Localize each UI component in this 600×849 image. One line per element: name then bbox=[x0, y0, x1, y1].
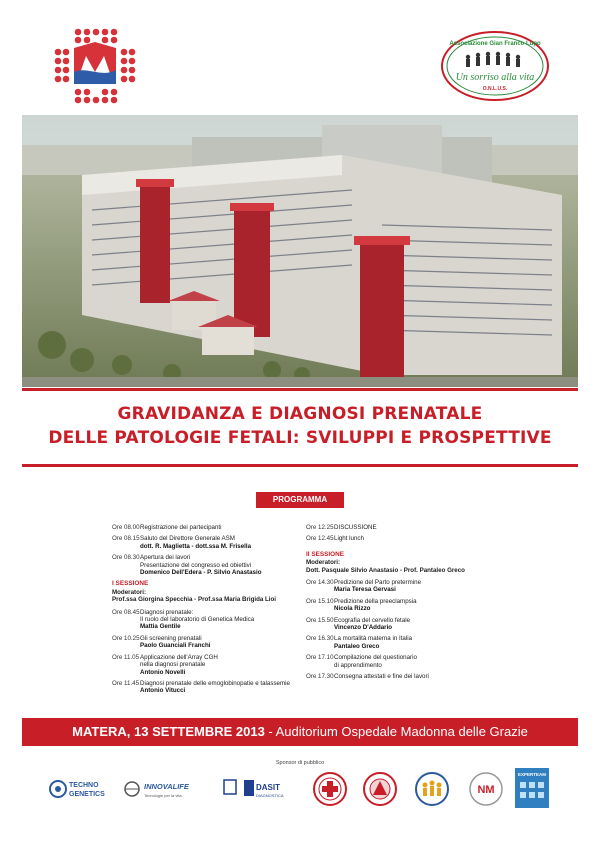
program-time: Ore 08.45 bbox=[112, 608, 140, 616]
program-speakers: dott. R. Maglietta - dott.ssa M. Frisella bbox=[140, 542, 252, 550]
program-time: Ore 15.50 bbox=[306, 616, 334, 624]
program-item bbox=[112, 535, 298, 550]
program-speakers: Maria Teresa Gervasi bbox=[334, 586, 396, 594]
program-item bbox=[306, 635, 492, 650]
program-item bbox=[306, 535, 492, 542]
program-left-column bbox=[112, 524, 298, 699]
association-logo bbox=[440, 30, 550, 102]
program-text: Applicazione dell'Array CGH nella diagnosi prenatale bbox=[140, 653, 218, 669]
sponsor-label: Sponsor di pubblico bbox=[275, 760, 325, 766]
program-speakers: Vincenzo D'Addario bbox=[334, 624, 393, 632]
program-speakers: Mattia Gentile bbox=[140, 623, 181, 631]
program-item bbox=[306, 524, 492, 531]
program-time: Ore 15.10 bbox=[306, 597, 334, 605]
svg-text:DASIT: DASIT bbox=[256, 783, 280, 792]
program-text: Gli screening prenatali bbox=[140, 634, 202, 642]
event-venue: - Auditorium Ospedale Madonna delle Grazie bbox=[264, 724, 528, 739]
program-speakers: Antonio Novelli bbox=[140, 668, 186, 676]
event-date-venue-bar bbox=[22, 718, 578, 746]
program-text: Light lunch bbox=[334, 535, 364, 543]
moderators-names: Dott. Pasquale Silvio Anastasio - Prof. Pantaleo Greco bbox=[306, 566, 465, 574]
svg-text:Tecnologie per la vita: Tecnologie per la vita bbox=[144, 793, 182, 798]
sponsor-technogenetics-logo bbox=[48, 770, 110, 808]
program-time: Ore 11.05 bbox=[112, 653, 140, 661]
program-text: Apertura dei lavori Presentazione del congresso ed obiettivi bbox=[140, 554, 252, 569]
moderators-names: Prof.ssa Giorgina Specchia - Prof.ssa Maria Brigida Lioi bbox=[112, 596, 277, 604]
svg-text:Associazione Gian Franco Lupo: Associazione Gian Franco Lupo bbox=[449, 41, 541, 47]
session-title: I SESSIONE bbox=[112, 580, 149, 588]
event-date: MATERA, 13 SETTEMBRE 2013 bbox=[72, 724, 265, 739]
program-item bbox=[112, 635, 298, 650]
sponsor-experteam-logo bbox=[514, 768, 550, 808]
program-time: Ore 16.30 bbox=[306, 635, 334, 643]
sponsor-innovalife-logo bbox=[122, 770, 202, 808]
svg-text:TECHNO: TECHNO bbox=[69, 782, 99, 789]
program-item bbox=[306, 617, 492, 632]
program-time: Ore 08.15 bbox=[112, 535, 140, 543]
program-time: Ore 08.00 bbox=[112, 524, 140, 531]
program-text: Diagnosi prenatale: Il ruolo del laboratorio di Genetica Medica bbox=[140, 608, 255, 624]
program-speakers: Nicola Rizzo bbox=[334, 605, 371, 613]
hero-divider bbox=[22, 388, 578, 391]
program-text: Registrazione dei partecipanti bbox=[140, 524, 222, 531]
program-time: Ore 14.30 bbox=[306, 579, 334, 587]
svg-text:Un sorriso alla vita: Un sorriso alla vita bbox=[455, 72, 535, 83]
program-text: Saluto del Direttore Generale ASM bbox=[140, 535, 235, 543]
program-item bbox=[306, 654, 492, 669]
program-item bbox=[112, 554, 298, 576]
programma-badge: PROGRAMMA bbox=[256, 492, 344, 508]
sponsor-people-logo bbox=[412, 770, 452, 808]
program-time: Ore 12.45 bbox=[306, 535, 334, 543]
page-title bbox=[0, 402, 600, 450]
program-time: Ore 11.45 bbox=[112, 679, 140, 687]
title-line-1: GRAVIDANZA E DIAGNOSI PRENATALE bbox=[117, 404, 483, 424]
svg-text:GENETICS: GENETICS bbox=[69, 791, 105, 798]
program-item bbox=[112, 654, 298, 676]
sponsor-nm-logo bbox=[466, 770, 506, 808]
program-item bbox=[306, 598, 492, 613]
program-time: Ore 10.25 bbox=[112, 634, 140, 642]
program-time: Ore 08.30 bbox=[112, 554, 140, 562]
program-text: Diagnosi prenatale delle emoglobinopatie e talassemie bbox=[140, 679, 290, 687]
svg-text:INNOVALIFE: INNOVALIFE bbox=[144, 782, 189, 791]
program-time: Ore 17.10 bbox=[306, 654, 334, 662]
program-speakers: Paolo Guanciali Franchi bbox=[140, 642, 211, 650]
program-item bbox=[306, 673, 492, 680]
hospital-photo bbox=[22, 115, 578, 387]
sponsor-seal-logo-1 bbox=[310, 770, 350, 808]
sponsor-seal-logo-2 bbox=[360, 770, 400, 808]
hospital-logo bbox=[52, 26, 138, 106]
svg-text:O.N.L.U.S.: O.N.L.U.S. bbox=[482, 86, 508, 92]
svg-text:DIAGNOSTICA: DIAGNOSTICA bbox=[256, 793, 284, 798]
program-item bbox=[112, 524, 298, 531]
sponsor-dasit-logo bbox=[222, 770, 294, 808]
program-text: DISCUSSIONE bbox=[334, 524, 377, 531]
program-item bbox=[112, 609, 298, 631]
session-title: II SESSIONE bbox=[306, 550, 345, 558]
program-right-column bbox=[306, 524, 492, 685]
moderators-label: Moderatori: bbox=[306, 559, 341, 567]
svg-text:EXPERTEAM: EXPERTEAM bbox=[517, 772, 547, 777]
program-speakers: Pantaleo Greco bbox=[334, 642, 380, 650]
program-speakers: Antonio Vitucci bbox=[140, 687, 186, 695]
program-item bbox=[306, 579, 492, 594]
program-text: La mortalità materna in Italia bbox=[334, 635, 413, 643]
title-divider bbox=[22, 464, 578, 467]
moderators-label: Moderatori: bbox=[112, 588, 147, 596]
program-time: Ore 12.25 bbox=[306, 524, 334, 531]
program-speakers: Domenico Dell'Edera - P. Silvio Anastasio bbox=[140, 569, 262, 577]
svg-text:NM: NM bbox=[477, 784, 495, 796]
program-item bbox=[112, 680, 298, 695]
title-line-2: DELLE PATOLOGIE FETALI: SVILUPPI E PROSPETTIVE bbox=[48, 428, 552, 448]
program-text: Compilazione del questionario di apprendimento bbox=[334, 654, 417, 669]
program-text: Consegna attestati e fine dei lavori bbox=[334, 673, 429, 681]
program-text: Predizione della preeclampsia bbox=[334, 597, 417, 605]
program-text: Ecografia del cervello fetale bbox=[334, 616, 411, 624]
program-text: Predizione del Parto pretermine bbox=[334, 579, 422, 587]
program-time: Ore 17.30 bbox=[306, 673, 334, 681]
